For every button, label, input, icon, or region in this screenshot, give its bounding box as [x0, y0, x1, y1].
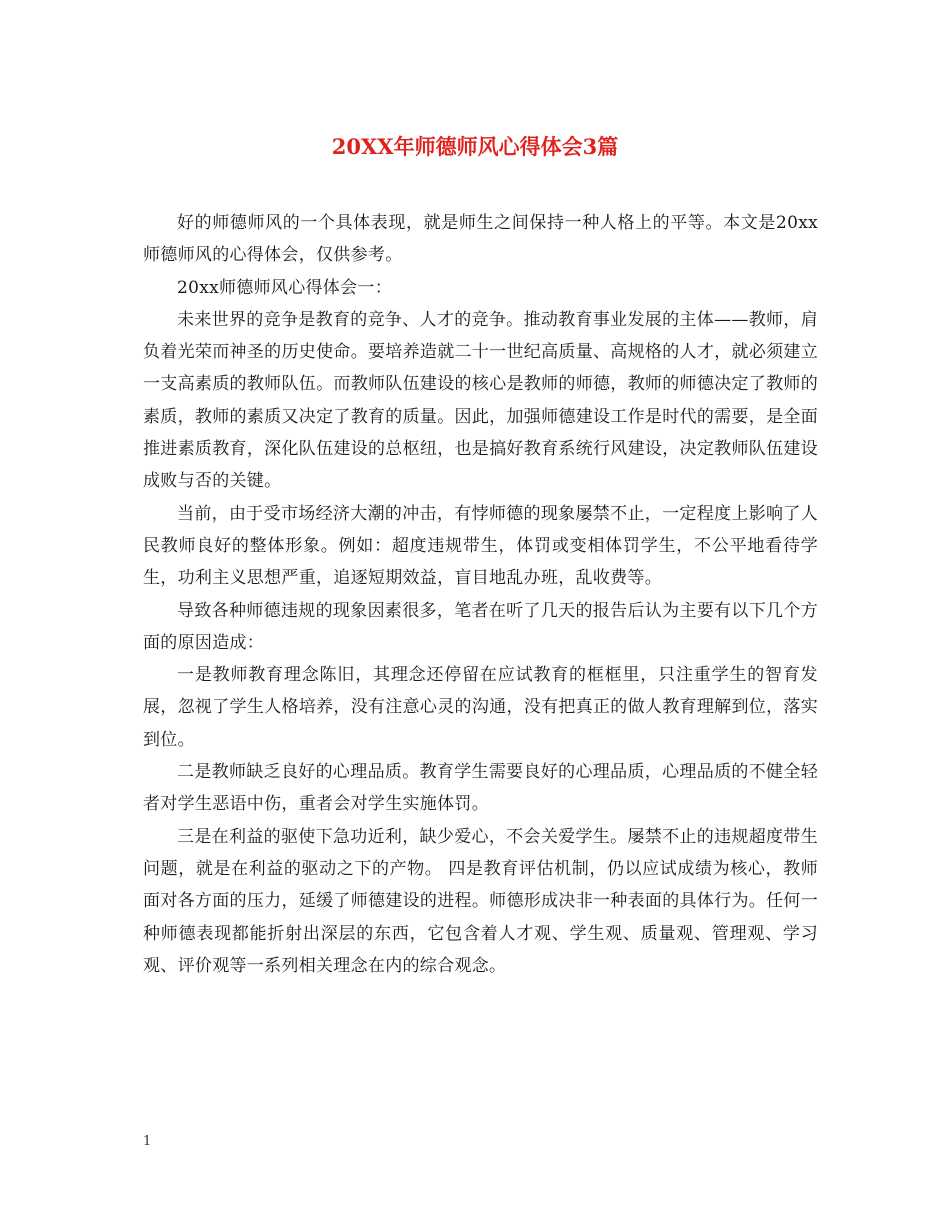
paragraph-intro: 好的师德师风的一个具体表现，就是师生之间保持一种人格上的平等。本文是20xx师德师风的心得体会，仅供参考。	[143, 213, 818, 266]
paragraph-cause-one: 一是教师教育理念陈旧，其理念还停留在应试教育的框框里，只注重学生的智育发展，忽视了学生人格培养，没有注意心灵的沟通，没有把真正的做人教育理解到位，落实到位。	[143, 665, 818, 750]
paragraph-competition: 未来世界的竞争是教育的竞争、人才的竞争。推动教育事业发展的主体——教师，肩负着光荣而神圣的历史使命。要培养造就二十一世纪高质量、高规格的人才，就必须建立一支高素质的教师队伍。而教师队伍建设的核心是教师的师德，教师的师德决定了教师的素质，教师的素质又决定了教育的质量。因此，加强师德建设工作是时代的需要，是全面推进素质教育，深化队伍建设的总枢纽，也是搞好教育系统行风建设，决定教师队伍建设成败与否的关键。	[143, 309, 818, 492]
paragraph-current-situation: 当前，由于受市场经济大潮的冲击，有悖师德的现象屡禁不止，一定程度上影响了人民教师良好的整体形象。例如：超度违规带生，体罚或变相体罚学生，不公平地看待学生，功利主义思想严重，追逐短期效益，盲目地乱办班，乱收费等。	[143, 503, 818, 589]
paragraph-cause-two: 二是教师缺乏良好的心理品质。教育学生需要良好的心理品质，心理品质的不健全轻者对学生恶语中伤，重者会对学生实施体罚。	[143, 762, 818, 815]
paragraph-section-heading: 20xx师德师风心得体会一：	[177, 277, 393, 298]
paragraph-causes-intro: 导致各种师德违规的现象因素很多，笔者在听了几天的报告后认为主要有以下几个方面的原因造成：	[143, 600, 818, 653]
paragraph-cause-three-four: 三是在利益的驱使下急功近利，缺少爱心，不会关爱学生。屡禁不止的违规超度带生问题，就是在利益的驱动之下的产物。 四是教育评估机制，仍以应试成绩为核心，教师面对各方面的压力，延缓了师德建设的进程。师德形成决非一种表面的具体行为。任何一种师德表现都能折射出深层的东西，它包含着人才观、学生观、质量观、管理观、学习观、评价观等一系列相关理念在内的综合观念。	[143, 826, 818, 976]
document-body	[143, 207, 818, 982]
page-number: 1	[143, 1134, 152, 1149]
document-title: 20XX年师德师风心得体会3篇	[331, 134, 619, 159]
